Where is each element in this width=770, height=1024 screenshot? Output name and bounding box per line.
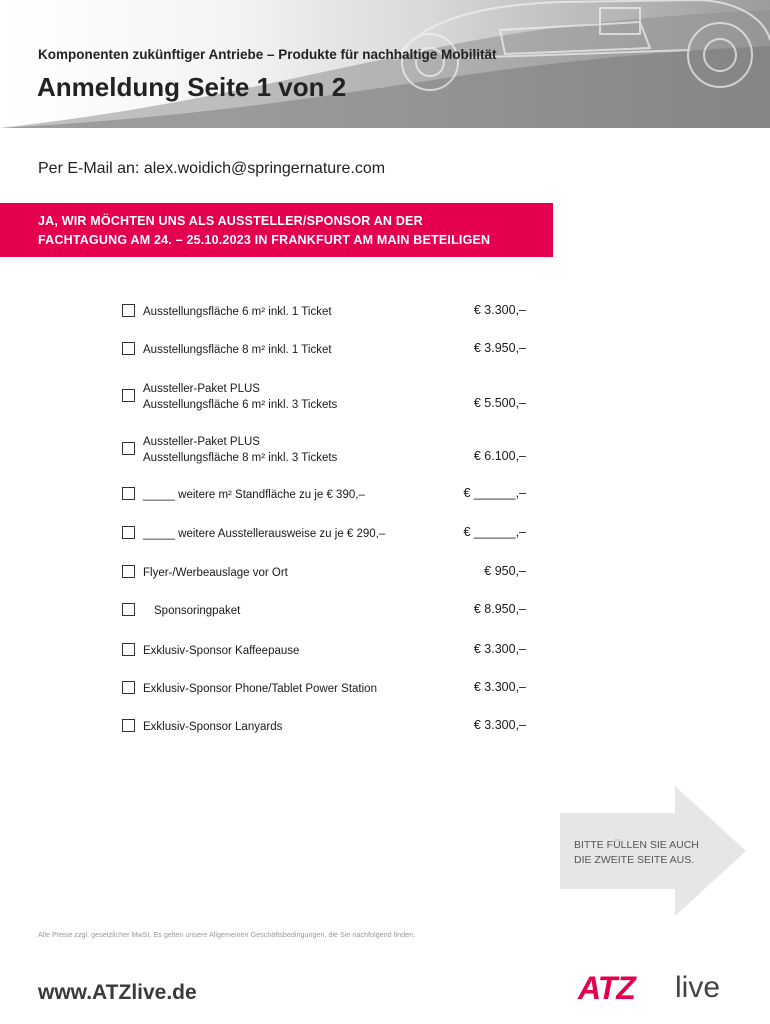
- banner-line-1: JA, WIR MÖCHTEN UNS ALS AUSSTELLER/SPONSOR AN DER: [38, 214, 423, 228]
- option-label-line-1: Aussteller-Paket PLUS: [143, 383, 260, 395]
- option-label-line-2: Ausstellungsfläche 8 m² inkl. 3 Tickets: [143, 452, 338, 464]
- checkbox[interactable]: [122, 719, 135, 732]
- option-price: € 3.300,–: [473, 680, 526, 694]
- note-line-1: BITTE FÜLLEN SIE AUCH: [574, 839, 699, 851]
- option-label[interactable]: _____ weitere Ausstellerausweise zu je € 290,–: [143, 528, 386, 540]
- option-label: [143, 381, 337, 413]
- option-price[interactable]: € ______,–: [463, 486, 526, 500]
- website-link[interactable]: www.ATZlive.de: [38, 981, 197, 1004]
- checkbox[interactable]: [122, 442, 135, 455]
- checkbox[interactable]: [122, 487, 135, 500]
- checkbox[interactable]: [122, 681, 135, 694]
- option-label-line-2: Ausstellungsfläche 6 m² inkl. 3 Tickets: [143, 399, 338, 411]
- checkbox[interactable]: [122, 526, 135, 539]
- option-price: € 3.300,–: [473, 718, 526, 732]
- logo-atz-text: ATZ: [578, 970, 635, 1006]
- second-page-note: [574, 838, 699, 868]
- note-line-2: DIE ZWEITE SEITE AUS.: [574, 854, 695, 866]
- option-price: € 3.300,–: [473, 303, 526, 317]
- logo-live-text: live: [675, 971, 721, 1004]
- option-price[interactable]: € ______,–: [463, 525, 526, 539]
- confirmation-banner: [0, 203, 553, 257]
- atz-live-logo: [578, 970, 738, 1006]
- option-price: € 6.100,–: [473, 449, 526, 463]
- option-label: Exklusiv-Sponsor Phone/Tablet Power Station: [143, 683, 377, 695]
- option-label: Flyer-/Werbeauslage vor Ort: [143, 567, 288, 579]
- header-banner: [0, 0, 770, 128]
- option-price: € 8.950,–: [473, 602, 526, 616]
- option-label: [143, 434, 337, 466]
- option-price: € 3.300,–: [473, 642, 526, 656]
- checkbox[interactable]: [122, 342, 135, 355]
- page-title: Anmeldung Seite 1 von 2: [37, 72, 347, 102]
- option-label[interactable]: _____ weitere m² Standfläche zu je € 390,–: [143, 489, 365, 501]
- event-subtitle: Komponenten zukünftiger Antriebe – Produkte für nachhaltige Mobilität: [38, 47, 497, 62]
- option-price: € 5.500,–: [473, 396, 526, 410]
- checkbox[interactable]: [122, 643, 135, 656]
- header-car-photo: [0, 0, 770, 128]
- checkbox[interactable]: [122, 389, 135, 402]
- option-label: Exklusiv-Sponsor Kaffeepause: [143, 645, 300, 657]
- option-label: Exklusiv-Sponsor Lanyards: [143, 721, 283, 733]
- option-price: € 950,–: [484, 564, 526, 578]
- price-footnote: Alle Preise zzgl. gesetzlicher MwSt. Es gelten unsere Allgemeinen Geschäftsbedingungen, die Sie nachfolgend finden.: [38, 930, 416, 939]
- option-price: € 3.950,–: [473, 341, 526, 355]
- option-label: Ausstellungsfläche 6 m² inkl. 1 Ticket: [143, 306, 332, 318]
- checkbox[interactable]: [122, 304, 135, 317]
- option-label-line-1: Aussteller-Paket PLUS: [143, 436, 260, 448]
- contact-email[interactable]: Per E-Mail an: alex.woidich@springernature.com: [38, 160, 386, 177]
- checkbox[interactable]: [122, 565, 135, 578]
- banner-line-2: FACHTAGUNG AM 24. – 25.10.2023 IN FRANKFURT AM MAIN BETEILIGEN: [38, 233, 491, 247]
- option-label: Ausstellungsfläche 8 m² inkl. 1 Ticket: [143, 344, 332, 356]
- checkbox[interactable]: [122, 603, 135, 616]
- option-label: Sponsoringpaket: [154, 605, 241, 617]
